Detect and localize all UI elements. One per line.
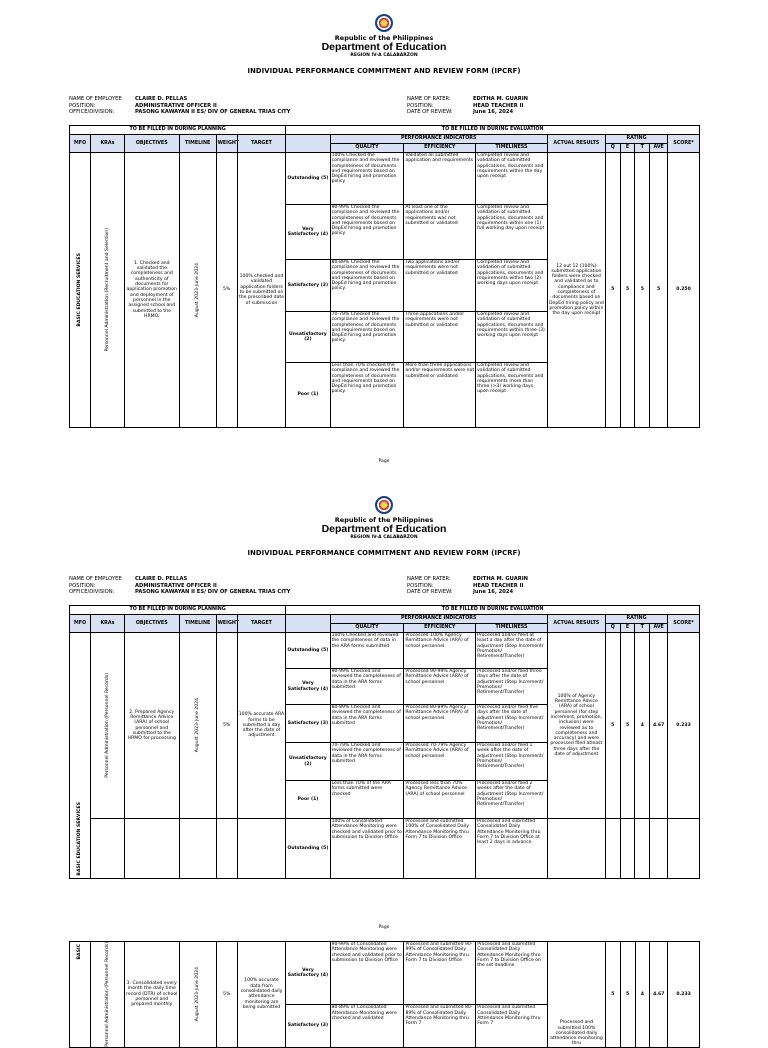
rater-position: HEAD TEACHER II [473, 102, 524, 109]
table-row [70, 153, 700, 205]
page1-header [0, 0, 768, 75]
efficiency-cell: Processed and submitted 100% of Consolidated Daily Attendance Monitoring thru Form 7 to Division Office [404, 819, 476, 879]
col-rating: RATING [605, 615, 667, 624]
rating-level: Very Satisfactory (4) [286, 669, 330, 705]
ipcrf-table-page1 [69, 125, 700, 428]
weight-cell: 5% [216, 942, 237, 1048]
republic-label: Republic of the Philippines [334, 516, 434, 524]
employee-office-label: OFFICE/DIVISION: [69, 109, 115, 115]
weight-cell: 5% [216, 153, 237, 428]
table-row [70, 633, 700, 669]
employee-office: PASONG KAWAYAN II ES/ DIV OF GENERAL TRIAS CITY [135, 109, 291, 115]
planning-header: TO BE FILLED IN DURING PLANNING [70, 606, 286, 615]
rater-position-label: POSITION: [407, 582, 434, 589]
rating-ave: 4.67 [650, 942, 668, 1048]
review-date: June 16, 2024 [473, 589, 514, 595]
efficiency-cell: Processed less than 70% Agency Remittance Advice (ARA) of school personnel [404, 781, 476, 819]
rating-level: Very Satisfactory (4) [286, 205, 330, 260]
target-cell: 100% accurate ARA forms to be submitted a day after the date of adjustment [237, 633, 286, 819]
deped-seal-icon [375, 14, 393, 32]
col-indicators: PERFORMANCE INDICATORS [330, 615, 547, 624]
ipcrf-table-page3 [69, 941, 700, 1048]
page2-table-clip [0, 605, 768, 885]
rater-info [407, 576, 528, 596]
employee-name-label: NAME OF EMPLOYEE [69, 96, 122, 102]
timeliness-cell: Completed review and validation of submitted applications, documents and requirements more than three (>3) working days upon receipt [476, 363, 548, 428]
timeline-cell: August 2023-June 2024 [195, 967, 201, 1022]
col-level [286, 615, 330, 633]
actual-results-cell: Processed and submitted 100% consolidated daily attendance monitoring thru [547, 942, 605, 1048]
rating-level: Satisfactory (3) [286, 260, 330, 312]
mfo-cell: BASIC EDUCATION SERVICES [77, 802, 83, 876]
col-target: TARGET [237, 615, 286, 633]
col-level [286, 135, 330, 153]
rating-e: 5 [620, 153, 635, 428]
table-row [70, 942, 700, 1005]
rating-q: 5 [605, 633, 620, 819]
page-footer-2: Page [378, 925, 390, 930]
region-label: REGION IV-A CALABARZON [350, 53, 418, 58]
col-kras: KRAs [91, 135, 125, 153]
rater-name-label: NAME OF RATER: [407, 576, 451, 582]
timeliness-cell: Processed and/or filed 1 week after the date of adjustment (Step Increment/ Promotion/ Retirement/Transfer) [476, 743, 548, 781]
employee-office-label: OFFICE/DIVISION: [69, 589, 115, 595]
planning-header: TO BE FILLED IN DURING PLANNING [70, 126, 286, 135]
employee-position-label: POSITION: [69, 582, 96, 589]
col-actual: ACTUAL RESULTS [547, 615, 605, 633]
col-target: TARGET [237, 135, 286, 153]
col-e: E [620, 144, 635, 153]
rater-name-label: NAME OF RATER: [407, 96, 451, 102]
mfo-cell: BASIC [77, 944, 83, 960]
rating-level: Outstanding (5) [286, 153, 330, 205]
timeliness-cell: Processed and/or filed five days after the date of adjustment (Step Increment/ Promotion/ Retirement/Transfer) [476, 705, 548, 743]
col-q: Q [605, 624, 620, 633]
rating-level: Satisfactory (3) [286, 1005, 330, 1047]
kra-cell: Personnel Administration (Recruitment and Selection) [104, 228, 110, 352]
efficiency-cell: Three applications and/or requirements were not submitted or validated [404, 312, 476, 363]
quality-cell: 90-99% Checked the compliance and reviewed the completeness of documents and requirements based on DepEd hiring and promotion policy. [330, 205, 404, 260]
rater-name: EDITHA M. GUARIN [473, 576, 529, 582]
objective-cell: 1. Checked and validated the completeness and authenticity of documents for application promotion and deployment of personnel in the assigned school and submitted to the HRMO. [124, 153, 179, 428]
page-footer-1: Page [378, 459, 390, 464]
col-weight: WEIGHT [216, 135, 237, 153]
rating-q: 5 [605, 153, 620, 428]
timeliness-cell: Completed review and validation of submitted applications, documents and requirements within the day upon receipt [476, 153, 548, 205]
quality-cell: 90-99% of Consolidated Attendance Monitoring were checked and validated prior to submission to Division Office [330, 942, 404, 1005]
review-date: June 16, 2024 [473, 109, 514, 115]
col-score: SCORE* [668, 135, 700, 153]
rating-t: 4 [635, 633, 650, 819]
objective-cell: 2. Prepared Agency Remittance Advice (ARA) of school personnel and submitted to the HRMO for processing [124, 633, 179, 819]
rater-position-label: POSITION: [407, 102, 434, 109]
ipcrf-table-page2 [69, 605, 700, 879]
efficiency-cell: Processed and submitted 80-89% of Consolidated Daily Attendance Monitoring thru Form 7 [404, 1005, 476, 1047]
quality-cell: 80-89% Checked and reviewed the completeness of data in the ARA forms submitted [330, 705, 404, 743]
timeliness-cell: Completed review and validation of submitted applications, documents and requirements within one (1) full working day upon receipt [476, 205, 548, 260]
col-efficiency: EFFICIENCY [404, 144, 476, 153]
deped-seal-icon [375, 496, 393, 514]
rating-e: 5 [620, 633, 635, 819]
efficiency-cell: Processed 90-99% Agency Remittance Advice (ARA) of school personnel [404, 669, 476, 705]
col-rating: RATING [605, 135, 667, 144]
target-cell: 100% checked and validated application folders to be submitted on the prescribed date of submission [237, 153, 286, 428]
rating-level: Outstanding (5) [286, 819, 330, 879]
col-timeliness: TIMELINESS [476, 144, 548, 153]
timeline-cell: August 2023-June 2024 [195, 698, 200, 753]
timeliness-cell: Processed and submitted Consolidated Daily Attendance Monitoring thru Form 7 to Division Office on the set deadline [476, 942, 548, 1005]
quality-cell: Less than 70% checked the compliance and reviewed the completeness of documents and requirements based on DepEd hiring and promotion policy. [330, 363, 404, 428]
col-t: T [635, 144, 650, 153]
rater-name: EDITHA M. GUARIN [473, 96, 529, 102]
score-cell: 0.233 [668, 633, 700, 819]
objective-cell: 3. Consolidated every month the daily time record (DTR) of school personnel and prepared monthly [124, 942, 179, 1048]
quality-cell: 70-79% Checked and reviewed the completeness of data in the ARA forms submitted [330, 743, 404, 781]
rating-level: Unsatisfactory (2) [286, 312, 330, 363]
rating-q: 5 [605, 942, 620, 1048]
employee-office: PASONG KAWAYAN II ES/ DIV OF GENERAL TRIAS CITY [135, 589, 291, 595]
efficiency-cell: Validated all submitted application and requirements [404, 153, 476, 205]
col-ave: AVE [650, 144, 668, 153]
employee-position: ADMINISTRATIVE OFFICER II [135, 582, 217, 589]
kra-cell: Personnel Administration (Personnel Records) [104, 673, 110, 778]
score-cell: 0.233 [668, 942, 700, 1048]
target-cell: 100% accurate data from consolidated daily attendance monitoring are being submitted [237, 942, 286, 1048]
actual-results-cell: 100% of Agency Remittance Advice (ARA) of school personnel (for step increment, promotion, inclusion) were reviewed as to completeness and accuracy) and were processed filed atleast three days after the date of adjustment [547, 633, 605, 819]
efficiency-cell: Processed 80-89% Agency Remittance Advice (ARA) of school personnel [404, 705, 476, 743]
col-ave: AVE [650, 624, 668, 633]
efficiency-cell: Processed 70-79% Agency Remittance Advice (ARA) of school personnel [404, 743, 476, 781]
col-actual: ACTUAL RESULTS [547, 135, 605, 153]
quality-cell: 100% of Consolidated Attendance Monitoring were checked and validated prior to submission to Division Office [330, 819, 404, 879]
efficiency-cell: Processed and submitted 90-99% of Consolidated Daily Attendance Monitoring thru Form 7 to Division Office [404, 942, 476, 1005]
quality-cell: 70-79% Checked the compliance and reviewed the completeness of documents and requirements based on DepEd hiring and promotion policy. [330, 312, 404, 363]
review-date-label: DATE OF REVIEW: [407, 109, 453, 115]
efficiency-cell: Two applications and/or requirements were not submitted or validated [404, 260, 476, 312]
timeliness-cell: Processed and submitted Consolidated Daily Attendance Monitoring thru Form 7 to Division Office at least 2 days in advance [476, 819, 548, 879]
col-quality: QUALITY [330, 144, 404, 153]
timeliness-cell: Processed and/or filed 2 weeks after the date of adjustment (Step Increment/ Promotion/ Retirement/Transfer) [476, 781, 548, 819]
rating-t: 4 [635, 942, 650, 1048]
col-q: Q [605, 144, 620, 153]
employee-info [69, 576, 290, 596]
rating-level: Very Satisfactory (4) [286, 942, 330, 1005]
timeline-cell: August 2023-June 2024 [195, 262, 200, 318]
kra-cell: Personnel Administration (Personnel Records) [104, 942, 110, 1047]
employee-info [69, 96, 290, 116]
col-mfo: MFO [70, 135, 91, 153]
col-efficiency: EFFICIENCY [404, 624, 476, 633]
score-cell: 0.250 [668, 153, 700, 428]
rating-t: 5 [635, 153, 650, 428]
col-mfo: MFO [70, 615, 91, 633]
col-e: E [620, 624, 635, 633]
page2-header [0, 482, 768, 557]
review-date-label: DATE OF REVIEW: [407, 589, 453, 595]
employee-position: ADMINISTRATIVE OFFICER II [135, 102, 217, 109]
evaluation-header: TO BE FILLED IN DURING EVALUATION [286, 126, 700, 135]
timeliness-cell: Processed and submitted Consolidated Daily Attendance Monitoring thru Form 7 [476, 1005, 548, 1047]
employee-name: CLAIRE D. PELLAS [135, 576, 188, 582]
efficiency-cell: At least one of the applications and/or requirements was not submitted or validated [404, 205, 476, 260]
region-label: REGION IV-A CALABARZON [350, 535, 418, 540]
col-indicators: PERFORMANCE INDICATORS [330, 135, 547, 144]
rating-level: Poor (1) [286, 363, 330, 428]
rating-level: Unsatisfactory (2) [286, 743, 330, 781]
col-objectives: OBJECTIVES [124, 135, 179, 153]
employee-position-label: POSITION: [69, 102, 96, 109]
employee-name: CLAIRE D. PELLAS [135, 96, 188, 102]
quality-cell: 80-89% Checked the compliance and reviewed the completeness of documents and requirements based on DepEd hiring and promotion policy. [330, 260, 404, 312]
efficiency-cell: More than three applications and/or requirements were not submitted or validated [404, 363, 476, 428]
quality-cell: 90-99% Checked and reviewed the completeness of data in the ARA forms submitted [330, 669, 404, 705]
timeliness-cell: Processed and/or filed at least a day after the date of adjustment (Step Increment/ Promotion/ Retirement/Transfer) [476, 633, 548, 669]
col-objectives: OBJECTIVES [124, 615, 179, 633]
col-weight: WEIGHT [216, 615, 237, 633]
rating-level: Outstanding (5) [286, 633, 330, 669]
page3-table-clip [0, 941, 768, 1047]
rating-e: 5 [620, 942, 635, 1048]
col-t: T [635, 624, 650, 633]
rater-position: HEAD TEACHER II [473, 582, 524, 589]
rating-ave: 5 [650, 153, 668, 428]
efficiency-cell: Processed 100% Agency Remittance Advice (ARA) of school personnel [404, 633, 476, 669]
department-name: Department of Education [321, 41, 447, 53]
quality-cell: 100% Checked the compliance and reviewed the completeness of documents and requirements based on DepEd hiring and promotion policy. [330, 153, 404, 205]
col-timeline: TIMELINE [179, 135, 216, 153]
form-title: INDIVIDUAL PERFORMANCE COMMITMENT AND REVIEW FORM (IPCRF) [247, 549, 521, 557]
timeliness-cell: Processed and/or filed three days after the date of adjustment (Step Increment/ Promotion/ Retirement/Transfer) [476, 669, 548, 705]
quality-cell: Less than 70% of the ARA forms submitted were checked [330, 781, 404, 819]
rating-ave: 4.67 [650, 633, 668, 819]
col-quality: QUALITY [330, 624, 404, 633]
col-timeline: TIMELINE [179, 615, 216, 633]
actual-results-cell: 12 out 12 (100%) submitted application folders were checked and validated as to compliance and completeness of documents based on DepEd hiring policy and promotion policy within the day upon receipt [547, 153, 605, 428]
republic-label: Republic of the Philippines [334, 34, 434, 42]
quality-cell: 100% Checked and reviewed the completeness of data in the ARA forms submitted [330, 633, 404, 669]
col-kras: KRAs [91, 615, 125, 633]
col-timeliness: TIMELINESS [476, 624, 548, 633]
rater-info [407, 96, 528, 116]
mfo-cell: BASIC EDUCATION SERVICES [77, 253, 83, 327]
weight-cell: 5% [216, 633, 237, 819]
evaluation-header: TO BE FILLED IN DURING EVALUATION [286, 606, 700, 615]
timeliness-cell: Completed review and validation of submitted applications, documents and requirements within two (2) working days upon receipt [476, 260, 548, 312]
rating-level: Poor (1) [286, 781, 330, 819]
employee-name-label: NAME OF EMPLOYEE [69, 576, 122, 582]
col-score: SCORE* [668, 615, 700, 633]
rating-level: Satisfactory (3) [286, 705, 330, 743]
form-title: INDIVIDUAL PERFORMANCE COMMITMENT AND REVIEW FORM (IPCRF) [247, 67, 521, 75]
department-name: Department of Education [321, 523, 447, 535]
table-row [70, 819, 700, 879]
timeliness-cell: Completed review and validation of submitted applications, documents and requirements within three (3) working days upon receipt [476, 312, 548, 363]
quality-cell: 80-89% of Consolidated Attendance Monitoring were checked and validated [330, 1005, 404, 1047]
